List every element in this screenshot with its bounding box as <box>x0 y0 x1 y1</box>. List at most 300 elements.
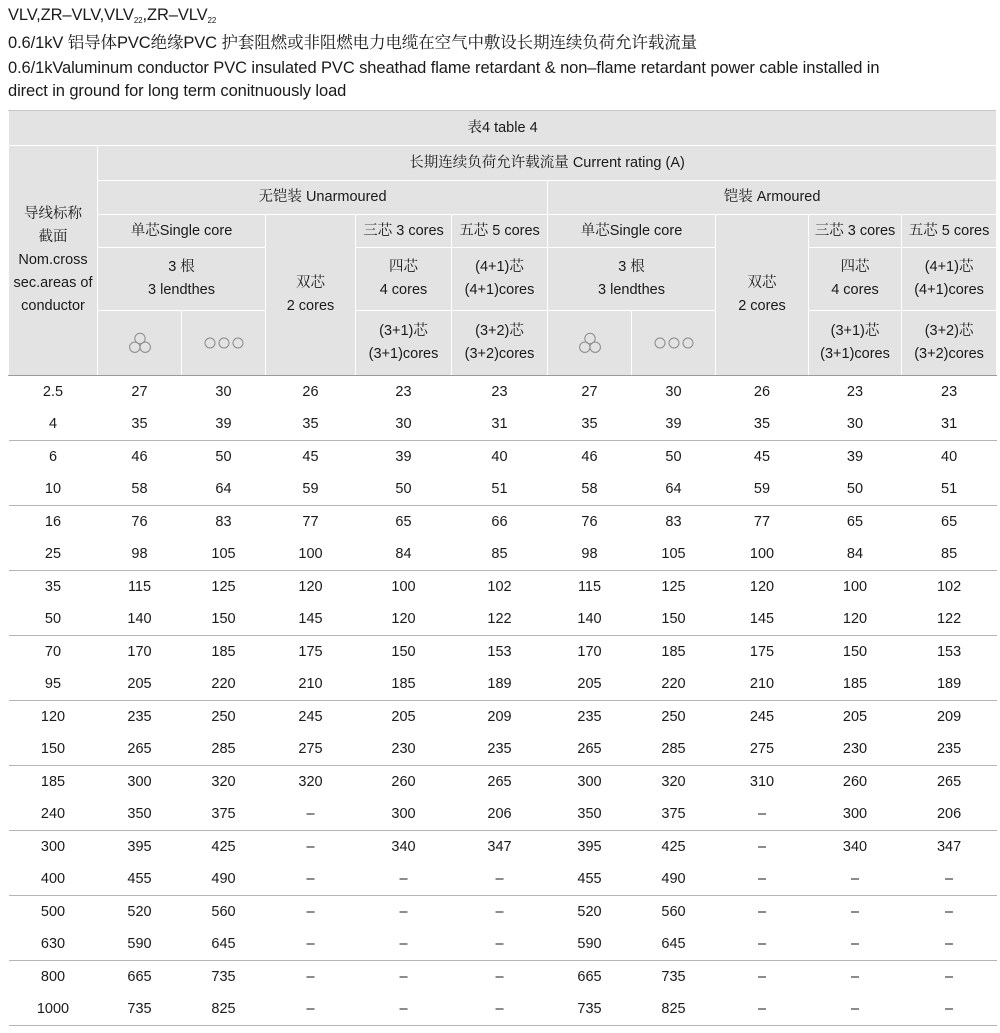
rating-cell: 205 <box>391 709 416 725</box>
rating-cell: 185 <box>809 668 902 701</box>
rating-cell: 425 <box>211 839 236 855</box>
two-cores-en: 2 cores <box>738 298 786 314</box>
rating-cell: 645 <box>182 928 266 961</box>
current-rating-table <box>8 110 997 1026</box>
rating-cell: 320 <box>211 774 236 790</box>
rating-cell: – <box>945 969 954 985</box>
rating-cell: 59 <box>716 473 809 506</box>
rating-cell: – <box>266 798 356 831</box>
caption-row <box>9 111 997 146</box>
rating-cell: 98 <box>98 538 182 571</box>
model-subscript-2: 22 <box>207 16 217 25</box>
rating-cell: 23 <box>491 384 508 400</box>
cross-section-cell: 120 <box>40 709 66 725</box>
row-header-en-1: Nom.cross <box>18 252 88 268</box>
rating-cell: 58 <box>98 473 182 506</box>
table-row <box>9 863 997 896</box>
three-cores-header-armoured: 三芯 3 cores <box>809 215 902 248</box>
rating-cell: 65 <box>941 514 958 530</box>
rating-cell: 30 <box>356 408 452 441</box>
title-english-line-1: 0.6/1kValuminum conductor PVC insulated PVC sheathad flame retardant & non–flame retardant power cable installed in <box>8 59 880 77</box>
rating-cell: 50 <box>356 473 452 506</box>
rating-cell: – <box>452 993 548 1026</box>
rating-cell: 35 <box>98 408 182 441</box>
rating-cell: 30 <box>215 384 232 400</box>
three-plus-one-cn: (3+1)芯 <box>379 323 428 339</box>
three-lengths-en: 3 lendthes <box>598 282 665 298</box>
single-core-header-armoured: 单芯Single core <box>548 215 716 248</box>
rating-cell: 490 <box>182 863 266 896</box>
table-row <box>9 993 997 1026</box>
rating-cell: 150 <box>632 603 716 636</box>
three-plus-one-header-armoured <box>809 311 902 376</box>
cross-section-cell: 95 <box>9 668 98 701</box>
rating-cell: 39 <box>395 449 412 465</box>
three-lengths-header-armoured <box>548 248 716 311</box>
rating-cell: 26 <box>302 384 319 400</box>
rating-cell: 300 <box>809 798 902 831</box>
cross-section-cell: 630 <box>9 928 98 961</box>
rating-cell: 310 <box>749 774 775 790</box>
rating-cell: – <box>945 904 954 920</box>
table-row <box>9 766 997 799</box>
rating-cell: 665 <box>127 969 152 985</box>
rating-cell: 51 <box>902 473 997 506</box>
rating-cell: – <box>452 928 548 961</box>
rating-cell: 347 <box>487 839 512 855</box>
three-plus-two-en: (3+2)cores <box>914 346 984 362</box>
rating-cell: 265 <box>98 733 182 766</box>
rating-cell: 265 <box>548 733 632 766</box>
rating-cell: 120 <box>356 603 452 636</box>
rating-cell: 665 <box>577 969 602 985</box>
cross-section-cell: 1000 <box>9 993 98 1026</box>
rating-cell: 230 <box>809 733 902 766</box>
table-row <box>9 538 997 571</box>
rating-cell: 40 <box>491 449 508 465</box>
trefoil-cell-armoured <box>548 311 632 376</box>
rating-cell: 735 <box>661 969 686 985</box>
rating-cell: 64 <box>632 473 716 506</box>
rating-cell: 209 <box>936 709 962 725</box>
three-plus-two-cn: (3+2)芯 <box>924 323 974 339</box>
rating-cell: 23 <box>941 384 958 400</box>
model-text-1: VLV,ZR–VLV,VLV <box>8 6 134 24</box>
rating-cell: 35 <box>266 408 356 441</box>
rating-cell: – <box>356 863 452 896</box>
rating-cell: 230 <box>356 733 452 766</box>
title-english-line-2: direct in ground for long term conitnuously load <box>8 82 347 100</box>
rating-cell: 825 <box>632 993 716 1026</box>
table-row <box>9 603 997 636</box>
rating-cell: 83 <box>215 514 232 530</box>
rating-cell: 46 <box>581 449 598 465</box>
rating-cell: 560 <box>661 904 686 920</box>
model-text-2: ,ZR–VLV <box>142 6 208 24</box>
four-cores-cn: 四芯 <box>389 259 418 275</box>
rating-cell: – <box>757 839 767 855</box>
cross-section-cell: 70 <box>44 644 62 660</box>
row-header-cn: 导线标称 <box>24 206 82 222</box>
five-cores-header-armoured: 五芯 5 cores <box>902 215 997 248</box>
rating-cell: 340 <box>391 839 416 855</box>
rating-cell: 455 <box>548 863 632 896</box>
rating-cell: – <box>716 928 809 961</box>
rating-cell: 170 <box>127 644 152 660</box>
rating-cell: 220 <box>182 668 266 701</box>
rating-cell: 645 <box>632 928 716 961</box>
rating-cell: – <box>306 839 315 855</box>
two-cores-cn: 双芯 <box>747 275 777 291</box>
two-cores-header-armoured <box>716 215 809 376</box>
cross-section-cell: 6 <box>48 449 58 465</box>
rating-cell: 170 <box>577 644 602 660</box>
rating-cell: 50 <box>809 473 902 506</box>
current-rating-header: 长期连续负荷允许载流量 Current rating (A) <box>98 146 997 181</box>
table-row <box>9 831 997 864</box>
rating-cell: 65 <box>395 514 412 530</box>
rating-cell: 210 <box>716 668 809 701</box>
rating-cell: 76 <box>581 514 598 530</box>
rating-cell: – <box>306 969 315 985</box>
rating-cell: 285 <box>632 733 716 766</box>
table-row <box>9 376 997 409</box>
rating-cell: 735 <box>211 969 236 985</box>
table-caption: 表4 table 4 <box>9 111 997 146</box>
rating-cell: – <box>757 904 767 920</box>
row-header-en-2: sec.areas of <box>13 275 93 291</box>
model-subscript-1: 22 <box>133 16 143 25</box>
rating-cell: 205 <box>98 668 182 701</box>
rating-cell: – <box>452 863 548 896</box>
three-plus-one-header-unarmoured <box>356 311 452 376</box>
header-row-5 <box>9 311 997 376</box>
rating-cell: 50 <box>665 449 682 465</box>
rating-cell: 520 <box>577 904 602 920</box>
rating-cell: 35 <box>548 408 632 441</box>
rating-cell: 245 <box>298 709 323 725</box>
four-plus-one-header-unarmoured <box>452 248 548 311</box>
table-row <box>9 571 997 604</box>
rating-cell: 300 <box>577 774 602 790</box>
rating-cell: 26 <box>753 384 771 400</box>
rating-cell: 50 <box>215 449 232 465</box>
rating-cell: 185 <box>661 644 686 660</box>
three-plus-two-header-armoured <box>902 311 997 376</box>
rating-cell: 39 <box>846 449 864 465</box>
trefoil-cell-unarmoured <box>98 311 182 376</box>
four-cores-header-unarmoured <box>356 248 452 311</box>
rating-cell: 735 <box>548 993 632 1026</box>
rating-cell: 77 <box>753 514 771 530</box>
rating-cell: 425 <box>661 839 686 855</box>
rating-cell: 320 <box>661 774 686 790</box>
row-header-cn-2: 截面 <box>38 229 68 245</box>
rating-cell: 210 <box>266 668 356 701</box>
flat-cell-unarmoured <box>182 311 266 376</box>
cross-section-cell: 800 <box>40 969 66 985</box>
rating-cell: 85 <box>452 538 548 571</box>
rating-cell: 490 <box>632 863 716 896</box>
rating-cell: – <box>716 863 809 896</box>
cross-section-cell: 16 <box>44 514 62 530</box>
armoured-header: 铠装 Armoured <box>548 181 997 215</box>
cross-section-cell: 4 <box>9 408 98 441</box>
rating-cell: – <box>356 928 452 961</box>
rating-cell: 31 <box>902 408 997 441</box>
rating-cell: 58 <box>548 473 632 506</box>
rating-cell: – <box>716 798 809 831</box>
rating-cell: 85 <box>902 538 997 571</box>
rating-cell: 122 <box>452 603 548 636</box>
rating-cell: 100 <box>842 579 868 595</box>
rating-cell: 30 <box>809 408 902 441</box>
rating-cell: 235 <box>452 733 548 766</box>
rating-cell: 153 <box>936 644 962 660</box>
row-header-en-3: conductor <box>21 298 85 314</box>
rating-cell: 84 <box>809 538 902 571</box>
rating-cell: 30 <box>665 384 682 400</box>
table-row <box>9 733 997 766</box>
rating-cell: – <box>850 969 860 985</box>
rating-cell: 347 <box>936 839 962 855</box>
rating-cell: – <box>306 904 315 920</box>
rating-cell: 59 <box>266 473 356 506</box>
cross-section-cell: 2.5 <box>42 384 64 400</box>
three-lengths-cn: 3 根 <box>168 259 195 275</box>
header-row-1 <box>9 146 997 181</box>
rating-cell: 395 <box>127 839 152 855</box>
rating-cell: 175 <box>298 644 323 660</box>
rating-cell: 590 <box>548 928 632 961</box>
rating-cell: – <box>495 904 504 920</box>
rating-cell: 300 <box>127 774 152 790</box>
rating-cell: 115 <box>127 579 152 595</box>
table-row <box>9 668 997 701</box>
rating-cell: 27 <box>581 384 598 400</box>
rating-cell: 189 <box>902 668 997 701</box>
table-row <box>9 408 997 441</box>
rating-cell: 105 <box>182 538 266 571</box>
rating-cell: – <box>902 863 997 896</box>
rating-cell: 23 <box>846 384 864 400</box>
rating-cell: 64 <box>182 473 266 506</box>
rating-cell: 205 <box>842 709 868 725</box>
three-plus-two-en: (3+2)cores <box>464 346 535 362</box>
cross-section-cell: 25 <box>9 538 98 571</box>
rating-cell: 140 <box>98 603 182 636</box>
table-row <box>9 506 997 539</box>
rating-cell: 235 <box>577 709 602 725</box>
rating-cell: 100 <box>391 579 416 595</box>
rating-cell: 120 <box>749 579 775 595</box>
rating-cell: 98 <box>548 538 632 571</box>
four-plus-one-en: (4+1)cores <box>914 282 984 298</box>
rating-cell: 39 <box>632 408 716 441</box>
rating-cell: 100 <box>266 538 356 571</box>
trefoil-three-circles-icon <box>576 332 604 354</box>
four-cores-en: 4 cores <box>379 282 428 298</box>
rating-cell: – <box>399 969 408 985</box>
flat-cell-armoured <box>632 311 716 376</box>
table-row <box>9 441 997 474</box>
header-row-3 <box>9 215 997 248</box>
rating-cell: 590 <box>98 928 182 961</box>
flat-three-circles-icon <box>652 332 696 354</box>
rating-cell: 375 <box>182 798 266 831</box>
rating-cell: 125 <box>211 579 236 595</box>
three-plus-two-cn: (3+2)芯 <box>475 323 524 339</box>
table-row <box>9 473 997 506</box>
three-lengths-header-unarmoured <box>98 248 266 311</box>
rating-cell: 66 <box>491 514 508 530</box>
rating-cell: 77 <box>302 514 319 530</box>
cross-section-cell: 240 <box>9 798 98 831</box>
rating-cell: 105 <box>632 538 716 571</box>
rating-cell: 395 <box>577 839 602 855</box>
three-cores-header-unarmoured: 三芯 3 cores <box>356 215 452 248</box>
four-plus-one-en: (4+1)cores <box>464 282 535 298</box>
rating-cell: 45 <box>753 449 771 465</box>
rating-cell: 120 <box>298 579 323 595</box>
four-plus-one-header-armoured <box>902 248 997 311</box>
rating-cell: 275 <box>716 733 809 766</box>
rating-cell: 125 <box>661 579 686 595</box>
rating-cell: 206 <box>902 798 997 831</box>
three-plus-one-en: (3+1)cores <box>820 346 890 362</box>
rating-cell: 265 <box>936 774 962 790</box>
rating-cell: 560 <box>211 904 236 920</box>
rating-cell: 825 <box>182 993 266 1026</box>
cross-section-cell: 185 <box>40 774 66 790</box>
rating-cell: 46 <box>131 449 148 465</box>
four-cores-en: 4 cores <box>831 282 879 298</box>
rating-cell: 23 <box>395 384 412 400</box>
two-cores-cn: 双芯 <box>296 275 325 291</box>
unarmoured-header: 无铠装 Unarmoured <box>98 181 548 215</box>
rating-cell: – <box>716 993 809 1026</box>
trefoil-three-circles-icon <box>126 332 154 354</box>
cross-section-cell: 300 <box>40 839 66 855</box>
rating-cell: – <box>266 863 356 896</box>
rating-cell: 205 <box>548 668 632 701</box>
rating-cell: 185 <box>211 644 236 660</box>
rating-cell: 220 <box>632 668 716 701</box>
table-row <box>9 798 997 831</box>
rating-cell: 51 <box>452 473 548 506</box>
rating-cell: 102 <box>487 579 512 595</box>
rating-cell: 120 <box>809 603 902 636</box>
cross-section-cell: 150 <box>9 733 98 766</box>
title-chinese: 0.6/1kV 铝导体PVC绝缘PVC 护套阻燃或非阻燃电力电缆在空气中敷设长期连续负荷允许载流量 <box>8 34 698 52</box>
cross-section-cell: 400 <box>9 863 98 896</box>
rating-cell: – <box>809 993 902 1026</box>
rating-cell: 206 <box>452 798 548 831</box>
rating-cell: 375 <box>632 798 716 831</box>
three-plus-one-en: (3+1)cores <box>368 346 439 362</box>
rating-cell: 65 <box>846 514 864 530</box>
rating-cell: 35 <box>716 408 809 441</box>
rating-cell: 185 <box>356 668 452 701</box>
rating-cell: 265 <box>487 774 512 790</box>
cross-section-cell: 500 <box>40 904 66 920</box>
two-cores-en: 2 cores <box>286 298 335 314</box>
rating-cell: 102 <box>936 579 962 595</box>
four-plus-one-cn: (4+1)芯 <box>475 259 524 275</box>
single-core-header-unarmoured: 单芯Single core <box>98 215 266 248</box>
rating-cell: – <box>809 863 902 896</box>
rating-cell: 285 <box>182 733 266 766</box>
rating-cell: 150 <box>842 644 868 660</box>
cable-model-line <box>8 4 216 32</box>
rating-cell: 250 <box>211 709 236 725</box>
rating-cell: 100 <box>716 538 809 571</box>
rating-cell: 250 <box>661 709 686 725</box>
rating-cell: 209 <box>487 709 512 725</box>
three-lengths-cn: 3 根 <box>618 259 645 275</box>
rating-cell: 145 <box>716 603 809 636</box>
rating-cell: 115 <box>577 579 602 595</box>
rating-cell: 300 <box>356 798 452 831</box>
table-row <box>9 636 997 669</box>
table-row <box>9 896 997 929</box>
rating-cell: 275 <box>266 733 356 766</box>
rating-cell: 31 <box>452 408 548 441</box>
rating-cell: 260 <box>391 774 416 790</box>
rating-cell: 122 <box>902 603 997 636</box>
flat-three-circles-icon <box>202 332 246 354</box>
rating-cell: 455 <box>98 863 182 896</box>
cross-section-cell: 50 <box>9 603 98 636</box>
rating-cell: 45 <box>302 449 319 465</box>
five-cores-header-unarmoured: 五芯 5 cores <box>452 215 548 248</box>
three-plus-one-cn: (3+1)芯 <box>830 323 880 339</box>
rating-cell: – <box>809 928 902 961</box>
rating-cell: 153 <box>487 644 512 660</box>
rating-cell: 145 <box>266 603 356 636</box>
rating-cell: 150 <box>182 603 266 636</box>
rating-cell: 83 <box>665 514 682 530</box>
four-cores-cn: 四芯 <box>840 259 870 275</box>
rating-cell: 40 <box>941 449 958 465</box>
table-row <box>9 928 997 961</box>
rating-cell: – <box>266 928 356 961</box>
table-row <box>9 701 997 734</box>
rating-cell: 39 <box>182 408 266 441</box>
rating-cell: 350 <box>548 798 632 831</box>
rating-cell: 175 <box>749 644 775 660</box>
rating-cell: – <box>495 969 504 985</box>
rating-cell: – <box>757 969 767 985</box>
rating-cell: – <box>902 993 997 1026</box>
rating-cell: 150 <box>391 644 416 660</box>
rating-cell: 235 <box>902 733 997 766</box>
rating-cell: 735 <box>98 993 182 1026</box>
three-lengths-en: 3 lendthes <box>148 282 215 298</box>
rating-cell: 520 <box>127 904 152 920</box>
row-header-conductor-section <box>9 146 98 376</box>
rating-cell: 189 <box>452 668 548 701</box>
rating-cell: – <box>850 904 860 920</box>
two-cores-header-unarmoured <box>266 215 356 376</box>
rating-cell: – <box>266 993 356 1026</box>
cross-section-cell: 35 <box>44 579 62 595</box>
rating-cell: 84 <box>356 538 452 571</box>
rating-cell: 27 <box>131 384 148 400</box>
rating-cell: – <box>356 993 452 1026</box>
rating-cell: 245 <box>749 709 775 725</box>
header-row-2 <box>9 181 997 215</box>
